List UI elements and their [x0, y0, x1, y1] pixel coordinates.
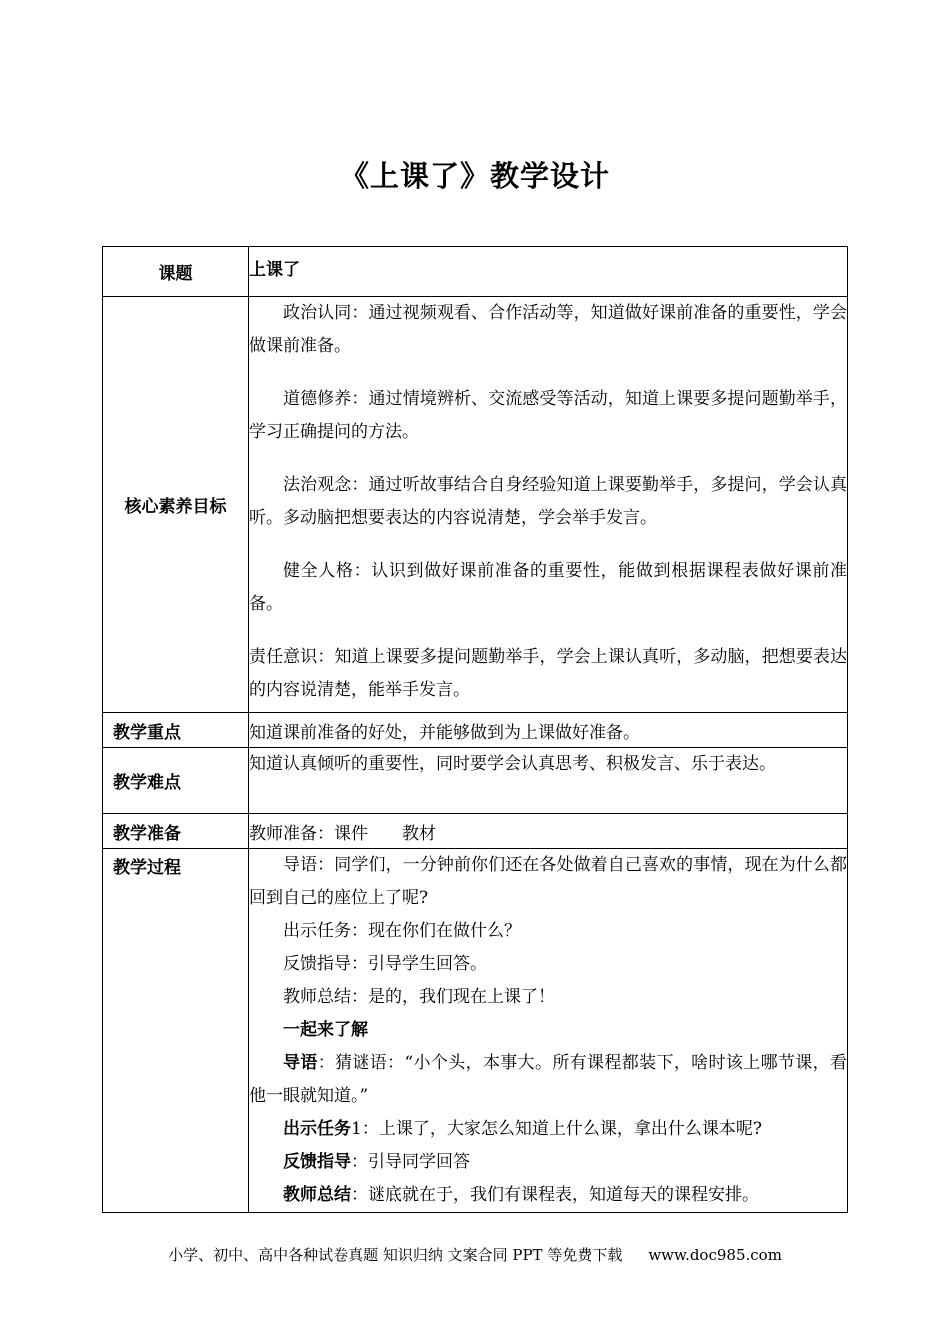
- core-goals-row: [103, 297, 848, 713]
- process-line: [249, 1047, 847, 1113]
- core-goal-paragraph: 道德修养：通过情境辨析、交流感受等活动，知道上课要多提问题勤举手，学习正确提问的方法。: [249, 389, 847, 442]
- difficulties-label: 教学难点: [103, 748, 249, 814]
- process-line-text: ：猜谜语：“小个头，本事大。所有课程都装下，啥时该上哪节课，看他一眼就知道。”: [249, 1053, 847, 1106]
- topic-value-text: 上课了: [249, 260, 300, 280]
- process-line: 出示任务：现在你们在做什么？: [283, 921, 521, 941]
- topic-label: 课题: [103, 247, 249, 297]
- key-points-label: 教学重点: [103, 713, 249, 748]
- difficulties-value: [249, 748, 848, 814]
- core-goals-label: 核心素养目标: [103, 297, 249, 713]
- page-title: 《上课了》教学设计: [339, 159, 610, 193]
- footer-url[interactable]: www.doc985.com: [648, 1246, 782, 1264]
- process-line-text: ：谜底就在于，我们有课程表，知道每天的课程安排。: [351, 1185, 759, 1205]
- process-line-key: 反馈指导: [283, 1152, 351, 1172]
- core-goal-paragraph: 健全人格：认识到做好课前准备的重要性，能做到根据课程表做好课前准备。: [249, 561, 847, 614]
- key-points-row: [103, 713, 848, 748]
- process-line: [249, 1146, 847, 1179]
- process-line: 反馈指导：引导学生回答。: [283, 954, 487, 974]
- process-line: [249, 1179, 847, 1212]
- process-line: [249, 1113, 847, 1146]
- process-line: 教师总结：是的，我们现在上课了！: [283, 987, 555, 1007]
- process-row: [103, 849, 848, 1213]
- preparation-row: [103, 814, 848, 849]
- footer-text: 小学、初中、高中各种试卷真题 知识归纳 文案合同 PPT 等免费下载: [168, 1246, 623, 1264]
- process-content: [249, 849, 848, 1213]
- lesson-table: [102, 246, 848, 1213]
- core-goal-paragraph: 责任意识：知道上课要多提问题勤举手，学会上课认真听，多动脑，把想要表达的内容说清楚，能举手发言。: [249, 647, 847, 700]
- preparation-label: 教学准备: [103, 814, 249, 849]
- process-line-key: 教师总结: [283, 1185, 351, 1205]
- process-line: 导语：同学们，一分钟前你们还在各处做着自己喜欢的事情，现在为什么都回到自己的座位上了呢?: [249, 855, 847, 908]
- core-goals-content: [249, 297, 848, 713]
- difficulties-row: [103, 748, 848, 814]
- process-line-key: 出示任务: [283, 1119, 351, 1139]
- process-heading-text: 一起来了解: [283, 1020, 368, 1040]
- process-line-text: ：引导同学回答: [351, 1152, 470, 1172]
- process-heading: [249, 1014, 847, 1047]
- preparation-value: 教师准备：课件 教材: [249, 814, 848, 849]
- core-goal-paragraph: 法治观念：通过听故事结合自身经验知道上课要勤举手，多提问，学会认真听。多动脑把想要表达的内容说清楚，学会举手发言。: [249, 475, 847, 528]
- process-label: 教学过程: [103, 849, 249, 1213]
- core-goal-paragraph: 政治认同：通过视频观看、合作活动等，知道做好课前准备的重要性，学会做课前准备。: [249, 303, 847, 356]
- process-line-text: 1：上课了，大家怎么知道上什么课，拿出什么课本呢?: [351, 1119, 762, 1139]
- topic-value: [249, 247, 848, 297]
- key-points-value: 知道课前准备的好处，并能够做到为上课做好准备。: [249, 713, 848, 748]
- difficulties-text: 知道认真倾听的重要性，同时要学会认真思考、积极发言、乐于表达。: [249, 754, 776, 774]
- page-footer: [0, 1244, 950, 1266]
- topic-row: [103, 247, 848, 297]
- process-line-key: 导语: [283, 1053, 318, 1073]
